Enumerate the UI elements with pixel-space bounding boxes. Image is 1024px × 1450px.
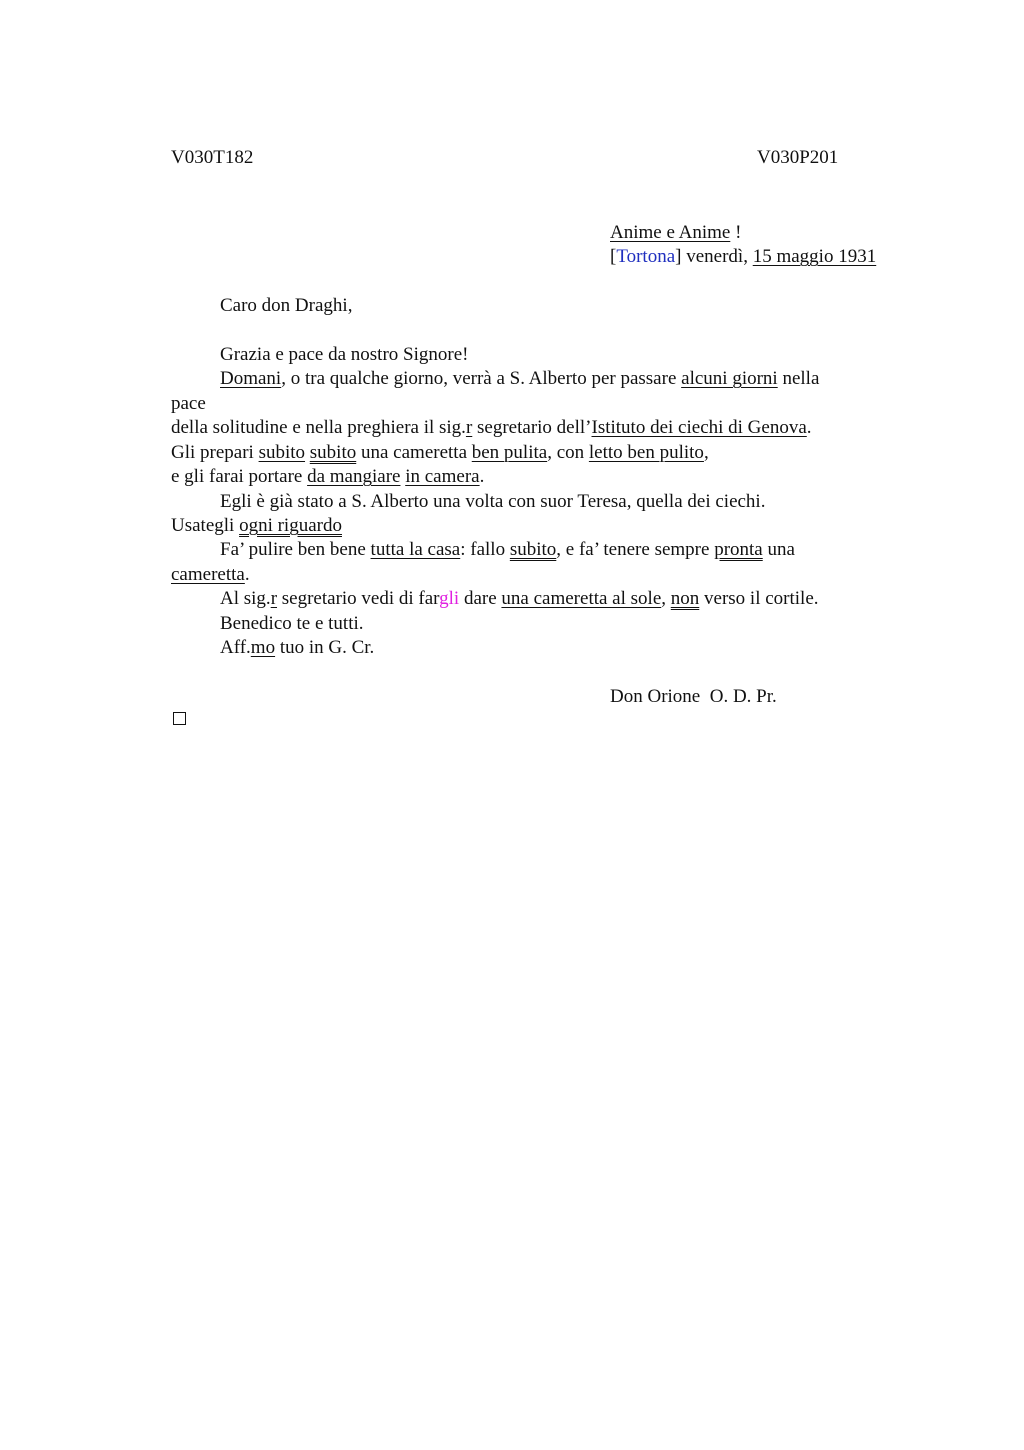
body-text: e gli farai portare — [171, 466, 308, 487]
underlined-word: letto ben pulito — [588, 442, 704, 463]
body-text: della solitudine e nella preghiera il sig. — [171, 417, 466, 438]
body-text: segretario dell’ — [472, 417, 592, 438]
body-line-1 — [220, 367, 819, 391]
body-text: , con — [547, 442, 589, 463]
underlined-word: r — [270, 588, 278, 609]
motto-tail: ! — [730, 222, 742, 243]
body-text: Usategli — [171, 515, 240, 536]
underlined-word: tutta la casa — [370, 539, 461, 560]
letter-date: 15 maggio 1931 — [752, 246, 877, 267]
double-underlined-word: non — [670, 588, 700, 609]
underlined-word: ben pulita — [471, 442, 548, 463]
body-text: dare — [459, 588, 502, 609]
body-line-1-wrap: pace — [171, 393, 206, 414]
double-underlined-word: subito — [509, 539, 557, 560]
signature: Don Orione O. D. Pr. — [610, 686, 777, 707]
underlined-word: alcuni giorni — [681, 368, 778, 389]
body-line-9 — [220, 587, 819, 611]
body-text: , — [661, 588, 671, 609]
body-line-5: Egli è già stato a S. Alberto una volta con suor Teresa, quella dei ciechi. — [220, 491, 766, 512]
underlined-word: in camera — [405, 466, 480, 487]
greeting-line: Grazia e pace da nostro Signore! — [220, 344, 469, 365]
place-date-line — [610, 245, 876, 269]
document-code-left: V030T182 — [171, 147, 254, 168]
body-text: nella — [777, 368, 820, 389]
body-line-7 — [220, 538, 795, 562]
body-text: verso il cortile. — [699, 588, 819, 609]
motto-text: Anime e Anime — [610, 222, 731, 243]
body-text: segretario vedi di far — [277, 588, 440, 609]
body-text: : fallo — [460, 539, 510, 560]
body-line-8 — [171, 563, 250, 587]
underlined-word: una cameretta al sole — [501, 588, 662, 609]
body-text: Fa’ pulire ben bene — [220, 539, 371, 560]
underlined-word: mo — [250, 637, 276, 658]
place-name: Tortona — [616, 246, 676, 267]
double-underlined-word: pronta — [714, 539, 763, 560]
square-outline-icon — [173, 712, 186, 725]
underlined-word: Domani — [220, 368, 282, 389]
body-line-2 — [171, 416, 812, 440]
body-text: Gli prepari — [171, 442, 259, 463]
double-underlined-word: subito — [309, 442, 357, 463]
body-text: . — [806, 417, 812, 438]
body-line-10: Benedico te e tutti. — [220, 613, 364, 634]
body-text: una cameretta — [356, 442, 472, 463]
body-line-6 — [171, 514, 342, 538]
underlined-word: r — [465, 417, 473, 438]
inserted-text: gli — [439, 588, 460, 609]
body-text: , o tra qualche giorno, verrà a S. Alberto per passare — [281, 368, 682, 389]
body-text: , — [703, 442, 709, 463]
motto-line — [610, 221, 741, 245]
place-bracket-open: [ — [610, 246, 617, 267]
body-line-4 — [171, 465, 484, 489]
underlined-word: subito — [258, 442, 306, 463]
body-line-11 — [220, 636, 374, 660]
body-text: Al sig. — [220, 588, 271, 609]
body-text: . — [479, 466, 485, 487]
place-bracket-close: ] venerdì, — [675, 246, 753, 267]
underlined-word: da mangiare — [307, 466, 401, 487]
document-code-right: V030P201 — [757, 147, 839, 168]
body-text: Aff. — [220, 637, 251, 658]
underlined-word: cameretta — [171, 564, 245, 585]
body-text: tuo in G. Cr. — [275, 637, 375, 658]
double-underlined-word: ogni riguardo — [239, 515, 342, 536]
body-line-3 — [171, 441, 709, 465]
body-text: una — [762, 539, 795, 560]
body-text: . — [244, 564, 250, 585]
body-text: , e fa’ tenere sempre — [556, 539, 715, 560]
salutation: Caro don Draghi, — [220, 295, 353, 316]
underlined-word: Istituto dei ciechi di Genova — [591, 417, 807, 438]
